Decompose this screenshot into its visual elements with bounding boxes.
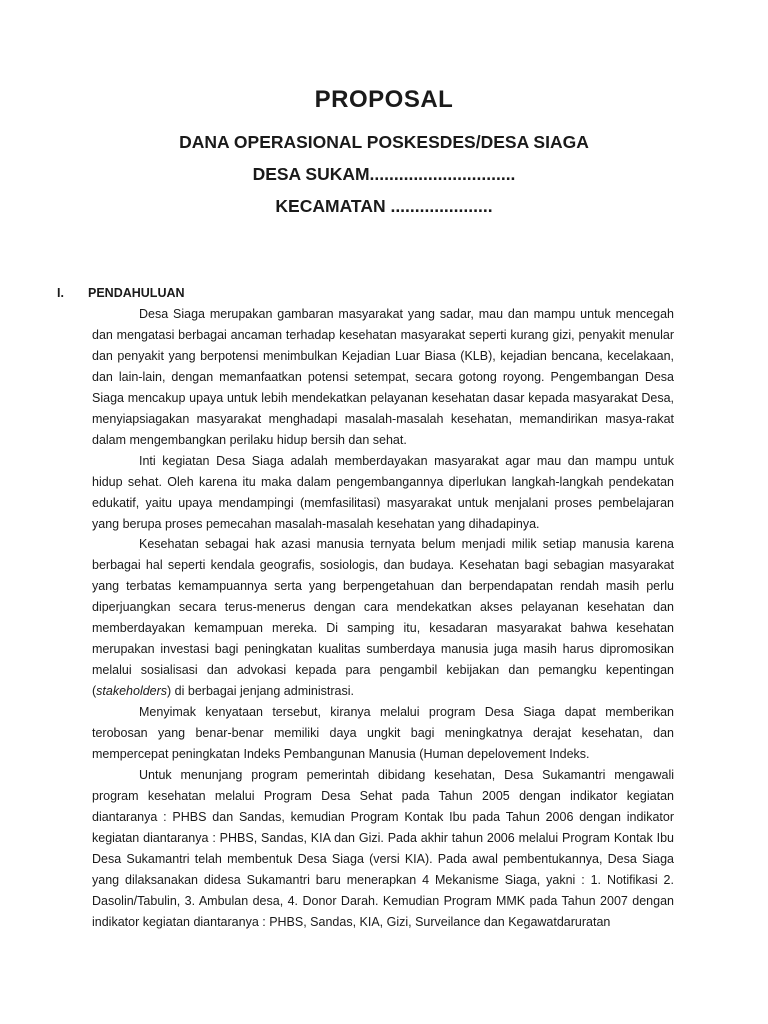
section-body xyxy=(92,304,674,933)
paragraph-text: ) di berbagai jenjang administrasi. xyxy=(167,684,354,699)
paragraph-desa-siaga: Desa Siaga merupakan gambaran masyarakat yang sadar, mau dan mampu untuk mencegah dan mengatasi berbagai ancaman terhadap kesehatan masyarakat seperti kurang gizi, penyakit menular dan penyakit yang berpotensi menimbulkan Kejadian Luar Biasa (KLB), kejadian bencana, kecelakaan, dan lain-lain, dengan memanfaatkan potensi setempat, secara gotong royong. Pengembangan Desa Siaga mencakup upaya untuk lebih mendekatkan pelayanan kesehatan dasar kepada masyarakat Desa, menyiapsiagakan masyarakat menghadapi masalah-masalah kesehatan, memandirikan masya-rakat dalam mengembangkan perilaku hidup bersih dan sehat. xyxy=(92,307,674,447)
paragraph-program-kesehatan: Untuk menunjang program pemerintah dibidang kesehatan, Desa Sukamantri mengawali program kesehatan melalui Program Desa Sehat pada Tahun 2005 dengan indikator kegiatan diantaranya : PHBS dan Sandas, kemudian Program Kontak Ibu pada Tahun 2006 dengan indikator kegiatan diantaranya : PHBS, Sandas, KIA dan Gizi. Pada akhir tahun 2006 melalui Program Kontak Ibu Desa Sukamantri telah membentuk Desa Siaga (versi KIA). Pada awal pembentukannya, Desa Siaga yang dilaksanakan didesa Sukamantri baru menerapkan 4 Mekanisme Siaga, yakni : 1. Notifikasi 2. Dasolin/Tabulin, 3. Ambulan desa, 4. Donor Darah. Kemudian Program MMK pada Tahun 2007 dengan indikator kegiatan diantaranya : PHBS, Sandas, KIA, Gizi, Surveilance dan Kegawatdaruratan xyxy=(92,767,674,929)
paragraph-text: Kesehatan sebagai hak azasi manusia ternyata belum menjadi milik setiap manusia karena berbagai hal seperti kendala geografis, sosiologis, dan budaya. Kesehatan bagi sebagian masyarakat yang terbatas kemampuannya serta yang berpengetahuan dan berpendapatan rendah masih perlu diperjuangkan secara terus-menerus dengan cara mendekatkan akses pelayanan kesehatan dan memberdayakan kemampuan mereka. Di samping itu, kesadaran masyarakat bahwa kesehatan merupakan investasi bagi peningkatan kualitas sumberdaya manusia juga masih harus dipromosikan melalui sosialisasi dan advokasi kepada para pengambil kebijakan dan pemangku kepentingan ( xyxy=(92,537,674,699)
section-title: PENDAHULUAN xyxy=(88,286,185,300)
section-heading xyxy=(57,286,185,300)
paragraph-menyimak: Menyimak kenyataan tersebut, kiranya melalui program Desa Siaga dapat memberikan terobosan yang benar-benar memiliki daya ungkit bagi meningkatnya derajat kesehatan, dan mempercepat peningkatan Indeks Pembangunan Manusia (Human depelovement Indeks. xyxy=(92,705,674,762)
document-subtitle-village: DESA SUKAM.............................. xyxy=(252,164,516,184)
document-subtitle-program: DANA OPERASIONAL POSKESDES/DESA SIAGA xyxy=(179,132,589,152)
paragraph-kesehatan-hak-azasi xyxy=(92,534,674,702)
paragraph-inti-kegiatan: Inti kegiatan Desa Siaga adalah memberdayakan masyarakat agar mau dan mampu untuk hidup sehat. Oleh karena itu maka dalam pengembangannya diperlukan langkah-langkah pendekatan edukatif, yaitu upaya mendampingi (memfasilitasi) masyarakat untuk menjalani proses pembelajaran yang berupa proses pemecahan masalah-masalah kesehatan yang dihadapinya. xyxy=(92,453,674,531)
italic-term: stakeholders xyxy=(96,684,168,699)
title-block xyxy=(0,86,768,222)
document-subtitle-district: KECAMATAN ..................... xyxy=(275,196,493,216)
document-title: PROPOSAL xyxy=(314,86,454,113)
section-number: I. xyxy=(57,286,64,300)
